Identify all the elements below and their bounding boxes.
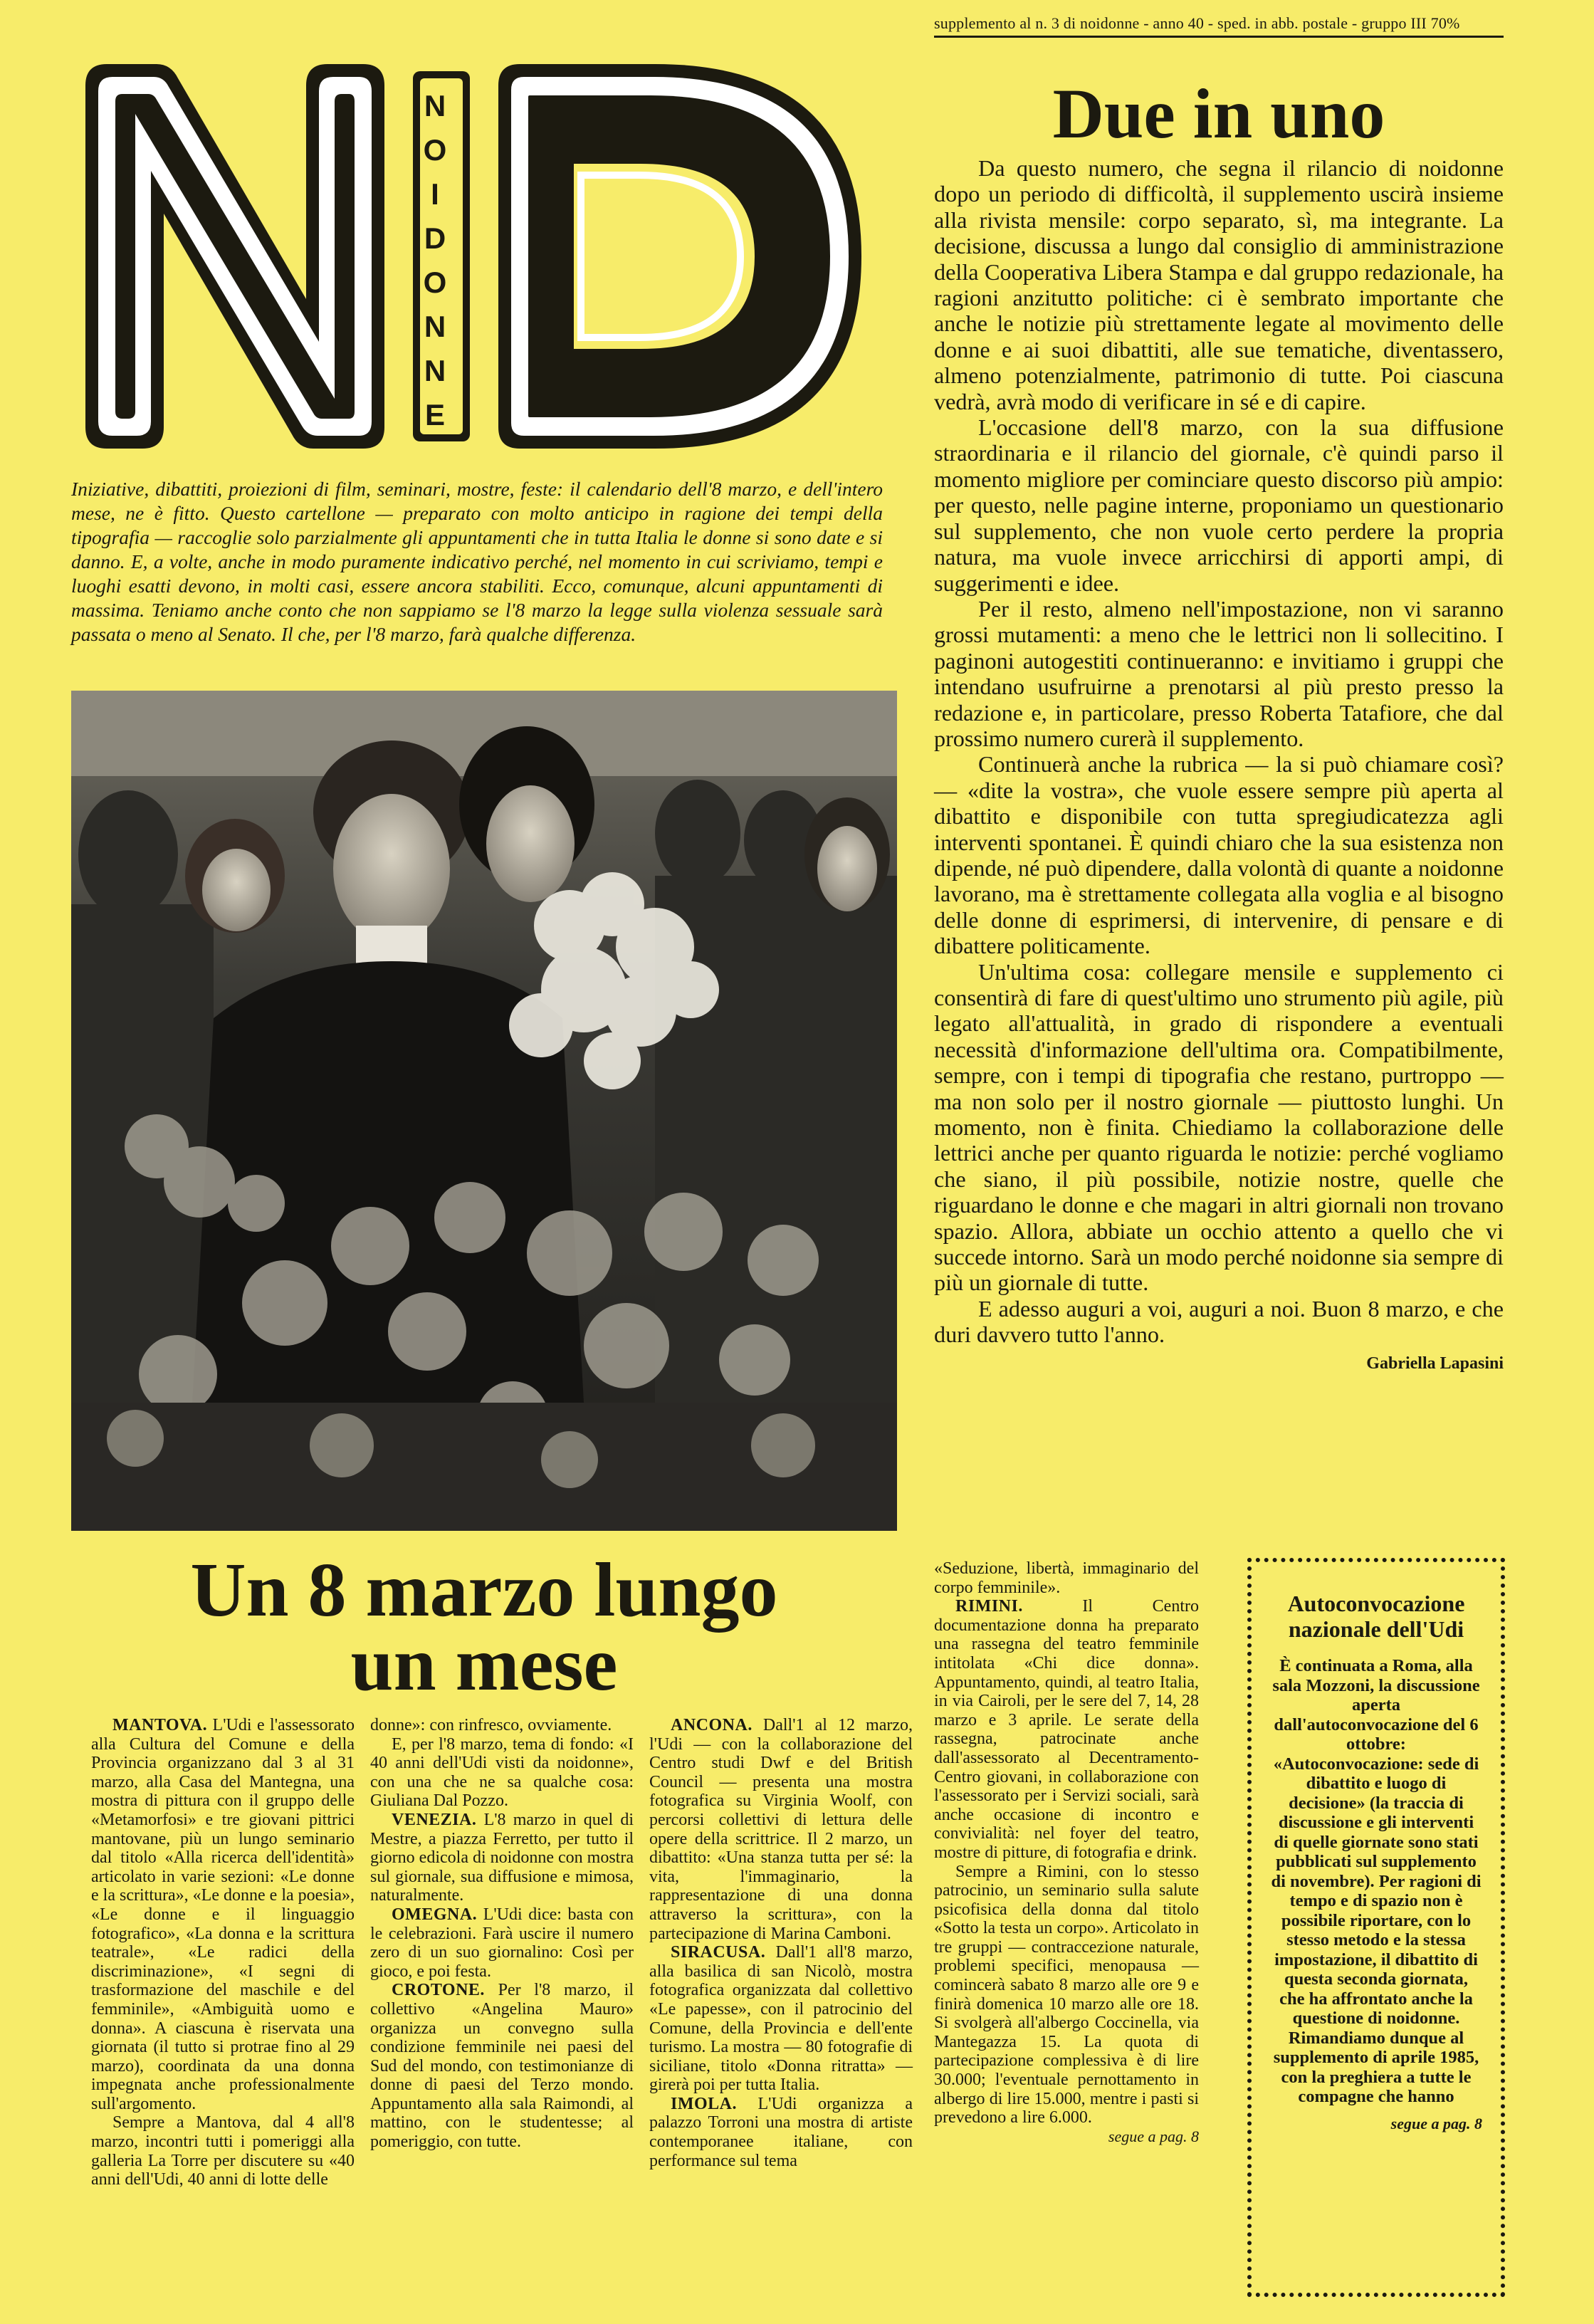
event-paragraph: RIMINI. Il Centro documentazione donna ha preparato una rassegna del teatro femminile intitolata «Chi dice donna». Appuntamento, quindi, al teatro Italia, in via Cairoli, per le sere del 7, 14, 28 marzo e 3 aprile. Le serate della rassegna, patrocinate anche dall'assessorato al Decentramento-Centro giovani, in collaborazione con l'assessorato per i Servizi sociali, sarà anche occasione di incontro e convivialità: nel foyer del teatro, mostre di pitture, di fotografia e drink. bbox=[934, 1597, 1199, 1862]
editorial-paragraph: L'occasione dell'8 marzo, con la sua diffusione straordinaria e il rilancio del giornale, c'è quindi parso il momento migliore per cominciare questo discorso più ampio: per questo, nelle pagine interne, proponiamo un questionario sul supplemento, che non vuole certo perdere la propria natura, ma vuole invece arricchirsi di apporti ampi, di suggerimenti e idee. bbox=[934, 414, 1504, 596]
editorial-body bbox=[934, 155, 1504, 1376]
editorial-paragraph: Per il resto, almeno nell'impostazione, non vi saranno grossi mutamenti: a meno che le lettrici non li sollecitino. I paginoni autogestiti continueranno: e invitiamo i gruppi che intendano usufruirne a prenotarsi al più presto presso la redazione e, in particolare, presso Roberta Tatafiore, che dal prossimo numero curerà il supplemento. bbox=[934, 595, 1504, 751]
event-paragraph: IMOLA. L'Udi organizza a palazzo Torroni una mostra di artiste contemporanee italiane, con performance sul tema bbox=[649, 2094, 913, 2170]
noidonne-logo bbox=[71, 43, 876, 470]
event-paragraph: VENEZIA. L'8 marzo in quel di Mestre, a piazza Ferretto, per tutto il giorno edicola di noidonne con mostra sul giornale, sua diffusione e mimosa, naturalmente. bbox=[370, 1810, 634, 1905]
sidebar-box-udi bbox=[1247, 1558, 1505, 2297]
editorial-title: Due in uno bbox=[1052, 74, 1385, 153]
article-column-4 bbox=[934, 1559, 1199, 2146]
event-paragraph: MANTOVA. L'Udi e l'assessorato alla Cultura del Comune e della Provincia organizzano dal 3 al 31 marzo, alla Casa del Mantegna, una mostra di pittura con il gruppo delle «Metamorfosi» e tre giovani pittrici mantovane, più un lungo seminario dal titolo «Alla ricerca dell'identità» articolato in varie sezioni: «Le donne e la scrittura», «Le donne e la poesia», «Le donne e il linguaggio fotografico», «La donna e la scrittura teatrale», «Le radici della discriminazione», «I segni di trasformazione del maschile e del femminile», «Ambiguità uomo e donna». A ciascuna è riservata una giornata (il tutto si protrae fino al 29 marzo), coordinata da una donna impegnata anche professionalmente sull'argomento. bbox=[91, 1716, 355, 2113]
editorial-paragraph: Un'ultima cosa: collegare mensile e supplemento ci consentirà di fare di quest'ultimo uno strumento più agile, più legato all'attualità, in grado di rispondere a eventuali necessità d'informazione dell'ultima ora. Compatibilmente, sempre, con i tempi di tipografia che restano, purtroppo — ma non solo per il nostro giornale — piuttosto lunghi. Un momento, non è finita. Chiediamo la collaborazione delle lettrici anche per quanto riguarda le notizie: perché vogliamo che siano, il più possibile, notizie nostre, quelle che riguardano le donne e che magari in altri giornali non trovano spazio. Allora, abbiate un occhio attento a quello che vi succede intorno. Sarà un modo perché noidonne sia sempre di più un giornale di tutte. bbox=[934, 958, 1504, 1296]
masthead-supplement-line: supplemento al n. 3 di noidonne - anno 40 - sped. in abb. postale - gruppo III 70% bbox=[934, 14, 1504, 38]
event-paragraph: SIRACUSA. Dall'1 all'8 marzo, alla basilica di san Nicolò, mostra fotografica organizzata dal collettivo «Le papesse», con il patrocinio del Comune, della Provincia e dell'ente turismo. La mostra — 80 fotografie di siciliane, titolo «Donna ritratta» — girerà poi per tutta Italia. bbox=[649, 1943, 913, 2095]
event-paragraph: donne»: con rinfresco, ovviamente. bbox=[370, 1716, 612, 1734]
photo-illustration bbox=[71, 691, 897, 1531]
editorial-paragraph: E adesso auguri a voi, auguri a noi. Buon 8 marzo, e che duri davvero tutto l'anno. bbox=[934, 1295, 1504, 1348]
event-paragraph: ANCONA. Dall'1 al 12 marzo, l'Udi — con la collaborazione del Centro studi Dwf e del British Council — presenta una mostra fotografica su Virginia Woolf, con percorsi collettivi di lettura delle opere della scrittrice. Il 2 marzo, un dibattito: «Una stanza tutta per sé: la vita, l'immaginario, la rappresentazione di una donna attraverso la scrittura», con la partecipazione di Marina Camboni. bbox=[649, 1716, 913, 1943]
intro-paragraph: Iniziative, dibattiti, proiezioni di film, seminari, mostre, feste: il calendario dell'8 marzo, e dell'intero mese, ne è fitto. Questo cartellone — preparato con molto anticipo in ragione dei tempi della tipografia — raccoglie solo parzialmente gli appuntamenti che in tutta Italia le donne si sono date e si danno. E, a volte, anche in modo puramente indicativo perché, nel momento in cui scriviamo, tempi e luoghi esatti devono, in molti casi, essere ancora stabiliti. Ecco, comunque, alcuni appuntamenti di massima. Teniamo anche conto che non sappiamo se l'8 marzo la legge sulla violenza sessuale sarà passata o meno al Senato. Il che, per l'8 marzo, farà qualche differenza. bbox=[71, 478, 883, 645]
article-column-3 bbox=[649, 1716, 913, 2170]
sidebar-box-title: Autoconvocazione nazionale dell'Udi bbox=[1287, 1591, 1465, 1642]
article-column-1 bbox=[91, 1716, 355, 2189]
article-column-2 bbox=[370, 1716, 634, 2152]
event-paragraph: OMEGNA. L'Udi dice: basta con le celebrazioni. Farà uscire il numero zero di un suo giornalino: Così per gioco, e poi festa. bbox=[370, 1905, 634, 1981]
continue-note: segue a pag. 8 bbox=[1108, 2127, 1199, 2145]
logo-vertical-word: N O I D O N N E bbox=[423, 89, 447, 431]
editorial-signature: Gabriella Lapasini bbox=[1366, 1354, 1504, 1373]
event-paragraph: E, per l'8 marzo, tema di fondo: «I 40 anni dell'Udi visti da noidonne», con una che ne sa qualche cosa: Giuliana Dal Pozzo. bbox=[370, 1734, 634, 1811]
event-paragraph: Sempre a Rimini, con lo stesso patrocinio, un seminario sulla salute psicofisica della donna dal titolo «Sotto la testa un corpo». Articolato in tre gruppi — contraccezione naturale, problemi specifici, menopausa — comincerà sabato 8 marzo alle ore 9 e finirà domenica 10 marzo alle ore 18. Si svolgerà all'albergo Coccinella, via Mantegazza 15. La quota di partecipazione complessiva è di lire 30.000; l'eventuale pernottamento in albergo di lire 15.000, mentre i pasti si prevedono a lire 6.000. bbox=[934, 1862, 1199, 2127]
sidebar-continue-note: segue a pag. 8 bbox=[1390, 2114, 1482, 2132]
article-title: Un 8 marzo lungo un mese bbox=[190, 1548, 778, 1707]
event-paragraph: CROTONE. Per l'8 marzo, il collettivo «Angelina Mauro» organizza un convegno sulla condizione femminile nei paesi del Sud del mondo, con testimonianze di donne di paesi del Terzo mondo. Appuntamento alla sala Raimondi, al mattino, con le studentesse; al pomeriggio, con tutte. bbox=[370, 1981, 634, 2152]
sidebar-box-body: È continuata a Roma, alla sala Mozzoni, la discussione aperta dall'autoconvocazione del 6 ottobre: «Autoconvocazione: sede di dibattito e luogo di decisione» (la traccia di discussione e gli interventi di quelle giornate sono stati pubblicati sul supplemento di novembre). Per ragioni di tempo e di spazio non è possibile riportare, con lo stesso metodo e la stessa impostazione, il dibattito di questa seconda giornata, che ha affrontato anche la questione di noidonne. Rimandiamo dunque al supplemento di aprile 1985, con la preghiera a tutte le compagne che hanno segue a pag. 8 bbox=[1271, 1656, 1482, 2132]
event-paragraph: Sempre a Mantova, dal 4 all'8 marzo, incontri tutti i pomeriggi alla galleria La Torre per discutere su «40 anni dell'Udi, 40 anni di lotte delle bbox=[91, 2113, 355, 2189]
event-paragraph: «Seduzione, libertà, immaginario del corpo femminile». bbox=[934, 1559, 1199, 1597]
editorial-paragraph: Da questo numero, che segna il rilancio di noidonne dopo un periodo di difficoltà, il supplemento uscirà insieme alla rivista mensile: corpo separato, sì, ma integrante. La decisione, discussa a lungo dal consiglio di amministrazione della Cooperativa Libera Stampa e dal gruppo redazionale, ha ragioni anzitutto politiche: ci è sembrato importante che anche le notizie più strettamente legate al movimento delle donne e ai suoi dibattiti, alle sue tematiche, diventassero, almeno potenzialmente, patrimonio di tutte. Poi ciascuna vedrà, avrà modo di verificare in sé e di capire. bbox=[934, 155, 1504, 414]
editorial-paragraph: Continuerà anche la rubrica — la si può chiamare così? — «dite la vostra», che vuole essere sempre più aperta al dibattito e disponibile con tutta spregiudicatezza agli interventi spontanei. È quindi chiaro che la sua esistenza non dipende, né può dipendere, dalla volontà di quante a noidonne lavorano, ma è strettamente collegata alla voglia e al bisogno delle donne di esprimersi, di intervenire, di pensare e di dibattere politicamente. bbox=[934, 751, 1504, 959]
photo-women-mimosa bbox=[71, 691, 897, 1531]
